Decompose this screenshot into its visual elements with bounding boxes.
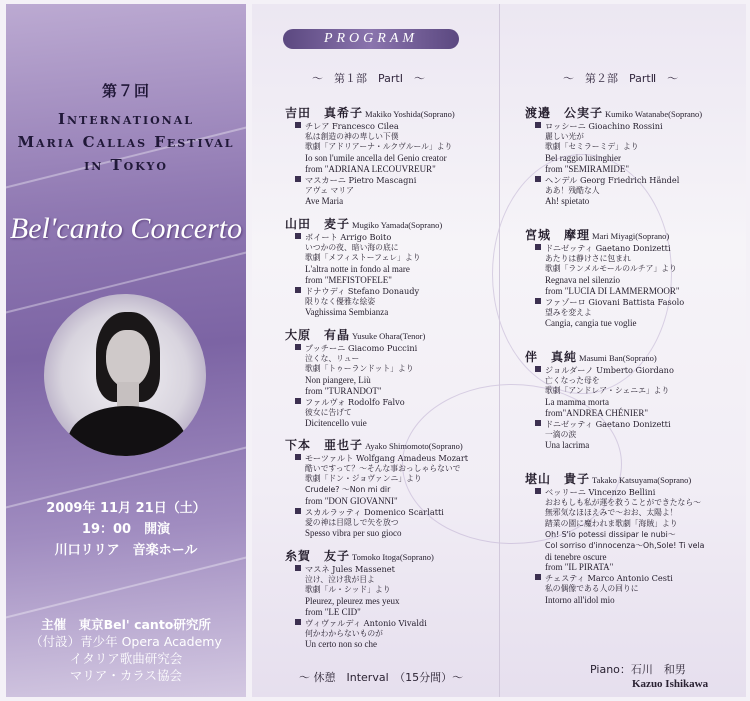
piece-title-line: いつかの夜、暗い海の底に [305, 242, 399, 252]
program-piece [295, 507, 500, 539]
square-bullet-icon [295, 176, 301, 182]
program-piece [535, 297, 740, 329]
festival-line: International [57, 110, 194, 128]
performer-name: 糸賀 友子 [285, 549, 351, 563]
piece-title-line: アヴェ マリア [305, 185, 354, 195]
composer-line [535, 297, 740, 308]
piece-title-line: 私は創造の神の卑しい下僕 [305, 131, 399, 141]
square-bullet-icon [295, 508, 301, 514]
piece-title-line: Una lacrima [545, 440, 590, 451]
composer-line [535, 243, 740, 254]
portrait-face [106, 330, 150, 388]
singer-portrait [44, 294, 206, 456]
composer-name: ドニゼッティ Gaetano Donizetti [545, 418, 671, 429]
pianist-label: Piano：石川 和男 [590, 663, 686, 676]
composer-name: ジョルダーノ Umberto Giordano [545, 364, 674, 375]
composer-line [535, 573, 740, 584]
composer-line [295, 453, 500, 464]
composer-line [295, 286, 500, 297]
performer-heading [285, 108, 500, 120]
composer-name: ドナウディ Stefano Donaudy [305, 285, 420, 296]
performer-block [525, 108, 740, 207]
performer-heading [285, 330, 500, 342]
piece-title-line: 何かわからないものが [305, 628, 383, 638]
festival-line: Maria Callas Festival [17, 133, 235, 151]
composer-line [295, 618, 500, 629]
organizer-line: マリア・カラス協会 [69, 668, 183, 683]
square-bullet-icon [295, 565, 301, 571]
piece-title-line: di tenebre oscure [545, 551, 607, 562]
performer-heading [525, 352, 740, 364]
composer-line [295, 232, 500, 243]
performer-block [285, 330, 500, 429]
program-piece [535, 175, 740, 207]
organizer-block [6, 616, 246, 684]
square-bullet-icon [295, 344, 301, 350]
organizer-line: 主催 東京Bel' canto研究所 [41, 617, 211, 632]
performer-roman-name: Yusuke Ohara(Tenor) [352, 331, 426, 341]
piece-title-line: Io son l'umile ancella del Genio creator [305, 153, 447, 164]
organizer-line: イタリア歌曲研究会 [69, 651, 183, 666]
piece-title-line: Col sorriso d'innocenza～Oh,Sole! Ti vela [545, 540, 705, 550]
piece-title-line: 踏業の園に魔われま歌劇「海賊」より [545, 519, 678, 529]
piece-title-line: Crudele? ～Non mi dir [305, 485, 391, 495]
square-bullet-icon [295, 287, 301, 293]
piece-title-line: from "SEMIRAMIDE" [545, 163, 630, 174]
piece-title-line: from "IL PIRATA" [545, 562, 614, 573]
performer-roman-name: Tomoko Itoga(Soprano) [352, 552, 434, 562]
piece-title-line: Cangia, cangia tue voglie [545, 318, 637, 329]
square-bullet-icon [535, 244, 541, 250]
piece-title-line: おおもしも私が運を救うことができたなら～ [545, 497, 701, 507]
performer-name: 渡邉 公実子 [525, 106, 604, 120]
composer-name: チェスティ Marco Antonio Cesti [545, 573, 673, 584]
composer-line [535, 175, 740, 186]
composer-name: ファゾーロ Giovani Battista Fasolo [545, 296, 685, 307]
part2-heading: ～ 第２部 PartⅡ ～ [563, 72, 679, 85]
concert-title: Bel'canto Concerto [9, 212, 243, 245]
composer-line [295, 175, 500, 186]
piece-title-line: from "TURANDOT" [305, 385, 382, 396]
piece-title-line: 歌劇「トゥーランドット」より [305, 364, 414, 374]
piece-title-line: L'altra notte in fondo al mare [305, 264, 410, 275]
piece-title-line: あたりは静けさに包まれ [545, 253, 631, 263]
performer-name: 下本 亜也子 [285, 438, 364, 452]
program-piece [295, 618, 500, 650]
performer-name: 大原 有晶 [285, 328, 351, 342]
piece-title-line: Bel raggio lusinghier [545, 153, 621, 164]
composer-line [535, 419, 740, 430]
square-bullet-icon [535, 366, 541, 372]
pianist-name: Kazuo Ishikawa [632, 678, 709, 690]
program-piece [535, 419, 740, 451]
composer-name: ヘンデル Georg Friedrich Händel [545, 174, 680, 185]
event-venue: 川口リリア 音楽ホール [54, 543, 198, 558]
portrait-dress [68, 406, 186, 456]
piece-title-line: 一滴の涙 [545, 429, 577, 439]
composer-name: マスカーニ Pietro Mascagni [305, 174, 417, 185]
performer-heading [285, 551, 500, 563]
piece-title-line: Ah! spietato [545, 196, 590, 207]
piece-title-line: 歌劇「アドリアーナ・ルクヴルール」より [305, 142, 453, 152]
program-banner: PROGRAM [283, 29, 459, 49]
piece-title-line: from "DON GIOVANNI" [305, 495, 398, 506]
performer-block [285, 219, 500, 318]
performer-heading [525, 230, 740, 242]
event-date: 2009年 11月 21日（土） [46, 501, 206, 516]
program-piece [535, 573, 740, 605]
performer-roman-name: Mari Miyagi(Soprano) [592, 231, 670, 241]
program-piece [295, 397, 500, 429]
composer-line [535, 365, 740, 376]
performer-roman-name: Kumiko Watanabe(Soprano) [605, 109, 703, 119]
composer-name: ドニゼッティ Gaetano Donizetti [545, 242, 671, 253]
program-piece [295, 343, 500, 397]
composer-name: ヴィヴァルディ Antonio Vivaldi [305, 617, 427, 628]
program-piece [295, 564, 500, 618]
piece-title-line: from"ANDREA CHÉNIER" [545, 407, 649, 418]
square-bullet-icon [295, 398, 301, 404]
piece-title-line: Vaghissima Sembianza [305, 307, 389, 318]
performer-block [525, 474, 740, 606]
piece-title-line: 歌劇「アンドレア・シェニエ」より [545, 386, 670, 396]
composer-name: ベッリーニ Vincenzo Bellini [545, 486, 656, 497]
square-bullet-icon [535, 122, 541, 128]
piece-title-line: from "LUCIA DI LAMMERMOOR" [545, 285, 680, 296]
cover-panel [6, 4, 246, 697]
edition-label: 第７回 [101, 82, 150, 100]
performer-roman-name: Masumi Ban(Soprano) [579, 353, 657, 363]
part1-heading: ～ 第１部 PartⅠ ～ [312, 72, 425, 85]
composer-line [295, 397, 500, 408]
program-piece [295, 286, 500, 318]
performer-block [285, 551, 500, 650]
square-bullet-icon [535, 298, 541, 304]
piece-title-line: 無邪気なほほえみで～おお、太陽よ！ [545, 508, 678, 518]
piece-title-line: 麗しい光が [545, 131, 584, 141]
square-bullet-icon [295, 619, 301, 625]
piece-title-line: La mamma morta [545, 397, 609, 408]
piece-title-line: from "ADRIANA LECOUVREUR" [305, 163, 436, 174]
piece-title-line: 酷いですって？～そんな事おっしゃらないで [305, 463, 461, 473]
piece-title-line: 歌劇「ル・シッド」より [305, 585, 391, 595]
event-time: 19：00 開演 [81, 522, 171, 537]
piece-title-line: 愛の神は目隠しで矢を放つ [305, 517, 399, 527]
square-bullet-icon [295, 454, 301, 460]
composer-line [535, 121, 740, 132]
festival-line: in Tokyo [84, 156, 168, 174]
piece-title-line: Dicitencello vuie [305, 418, 367, 429]
event-date-block [6, 498, 246, 561]
piece-title-line: 泣け、泣け我が目よ [305, 574, 375, 584]
performer-heading [525, 108, 740, 120]
composer-line [295, 343, 500, 354]
interval-note: ～ 休憩 Interval （15分間）～ [299, 671, 464, 684]
performer-name: 吉田 真希子 [285, 106, 364, 120]
performer-roman-name: Makiko Yoshida(Soprano) [365, 109, 455, 119]
performer-roman-name: Takako Katsuyama(Soprano) [592, 475, 692, 485]
performer-block [285, 440, 500, 539]
piece-title-line: 私の偶像である人の回りに [545, 583, 639, 593]
performer-name: 堪山 貴子 [525, 472, 591, 486]
performer-name: 山田 麦子 [285, 217, 351, 231]
composer-name: チレア Francesco Cilea [305, 120, 399, 131]
composer-line [295, 121, 500, 132]
composer-name: スカルラッティ Domenico Scarlatti [305, 506, 444, 517]
performer-block [525, 230, 740, 329]
piece-title-line: ああ！残酷な人 [545, 185, 600, 195]
piece-title-line: Non piangere, Liù [305, 375, 371, 386]
piece-title-line: Ave Maria [305, 196, 344, 207]
piece-title-line: from "MEFISTOFELE" [305, 274, 392, 285]
piece-title-line: Pleurez, pleurez mes yeux [305, 596, 400, 607]
program-piece [535, 243, 740, 297]
piece-title-line: 泣くな、リュー [305, 353, 360, 363]
square-bullet-icon [535, 574, 541, 580]
program-piece [535, 365, 740, 419]
composer-name: ボイート Arrigo Boito [305, 231, 392, 242]
program-piece [295, 175, 500, 207]
piece-title-line: 歌劇「ドン・ジョヴァンニ」より [305, 474, 422, 484]
piece-title-line: 限りなく優雅な絵姿 [305, 296, 376, 306]
performer-block [525, 352, 740, 451]
piece-title-line: Regnava nel silenzio [545, 275, 620, 286]
program-piece [535, 121, 740, 175]
performer-heading [285, 219, 500, 231]
composer-name: モーツァルト Wolfgang Amadeus Mozart [305, 452, 469, 463]
piece-title-line: Spesso vibra per suo gioco [305, 528, 402, 539]
performer-block [285, 108, 500, 207]
program-piece [535, 487, 740, 573]
program-piece [295, 121, 500, 175]
composer-line [295, 564, 500, 575]
piece-title-line: 歌劇「セミラーミデ」より [545, 142, 639, 152]
piece-title-line: Oh! S'io potessi dissipar le nubi～ [545, 529, 676, 539]
piece-title-line: Un certo non so che [305, 639, 377, 650]
piece-title-line: 歌劇「メフィストーフェレ」より [305, 253, 421, 263]
performer-name: 宮城 摩理 [525, 228, 591, 242]
pianist-credit [590, 662, 708, 692]
performer-name: 伴 真純 [525, 350, 578, 364]
composer-line [535, 487, 740, 498]
festival-title [6, 108, 246, 177]
square-bullet-icon [535, 488, 541, 494]
composer-name: プッチーニ Giacomo Puccini [305, 342, 418, 353]
composer-name: ファルヴォ Rodolfo Falvo [305, 396, 405, 407]
square-bullet-icon [535, 420, 541, 426]
piece-title-line: 望みを変えよ [545, 307, 592, 317]
organizer-line: （付設）青少年 Opera Academy [30, 634, 222, 649]
piece-title-line: from "LE CID" [305, 606, 361, 617]
piece-title-line: 歌劇「ランメルモールのルチア」より [545, 264, 677, 274]
composer-name: マスネ Jules Massenet [305, 563, 395, 574]
piece-title-line: 彼女に告げて [305, 407, 352, 417]
performer-heading [285, 440, 500, 452]
square-bullet-icon [295, 233, 301, 239]
piece-title-line: 亡くなった母を [545, 375, 600, 385]
square-bullet-icon [295, 122, 301, 128]
performer-roman-name: Mugiko Yamada(Soprano) [352, 220, 443, 230]
piece-title-line: Intorno all'idol mio [545, 594, 615, 605]
performer-heading [525, 474, 740, 486]
program-piece [295, 232, 500, 286]
performer-roman-name: Ayako Shimomoto(Soprano) [365, 441, 463, 451]
composer-line [295, 507, 500, 518]
composer-name: ロッシーニ Gioachino Rossini [545, 120, 663, 131]
square-bullet-icon [535, 176, 541, 182]
program-piece [295, 453, 500, 507]
